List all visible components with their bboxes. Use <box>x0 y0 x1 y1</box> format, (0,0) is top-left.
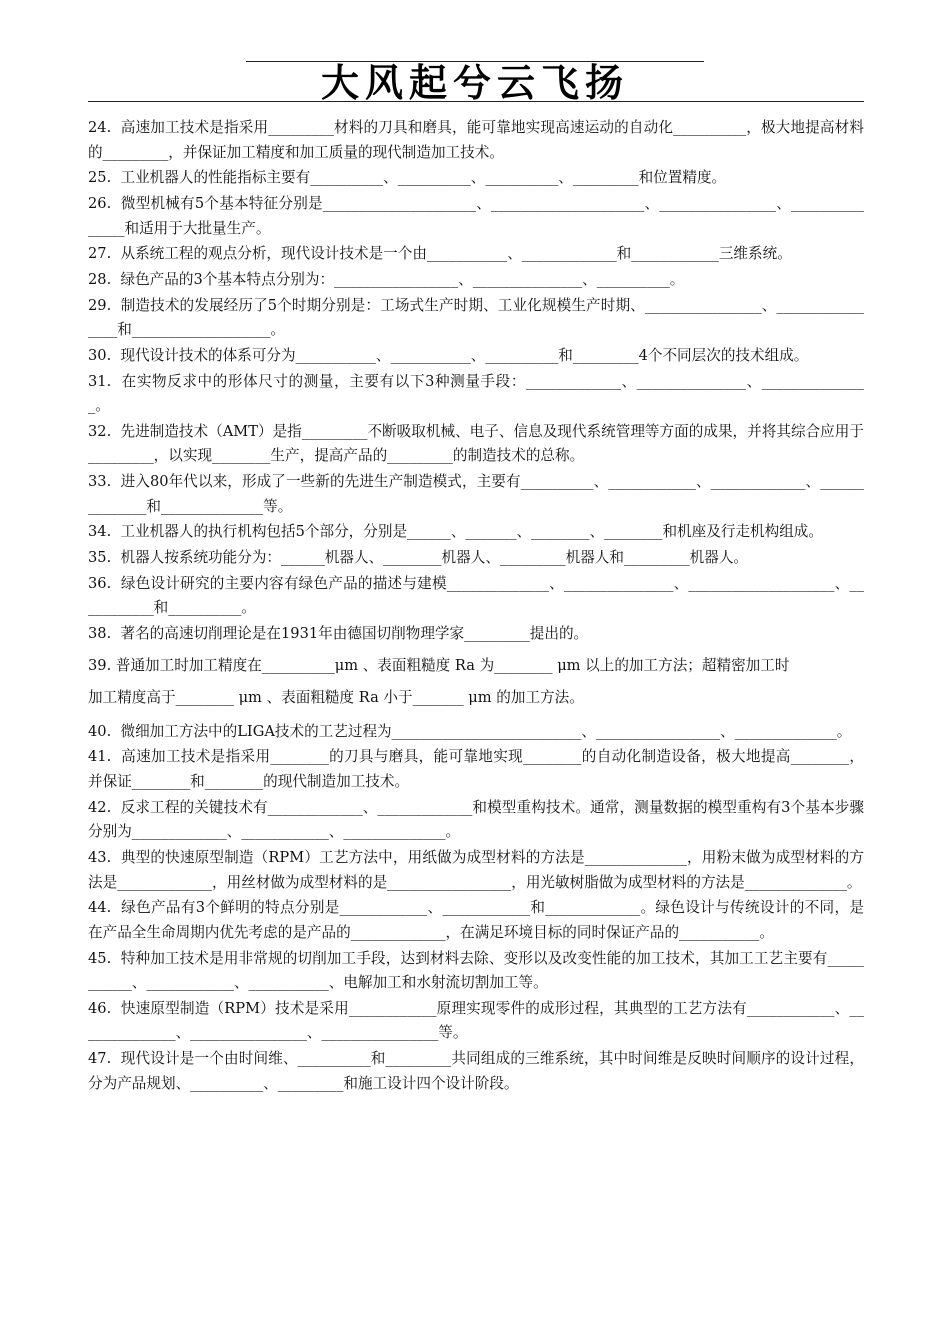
page-header <box>0 0 950 104</box>
question-38: 38. 著名的高速切削理论是在1931年由德国切削物理学家_________提出的。 <box>88 625 589 643</box>
header-rule-bottom <box>88 101 864 102</box>
question-42: 42. 反求工程的关键技术有_____________、_____________和模型重构技术。通常，测量数据的模型重构有3个基本步骤分别为_____________、____________、______________。 <box>88 798 864 841</box>
question-28: 28. 绿色产品的3个基本特点分别为：_________________、_______________、__________。 <box>88 270 685 288</box>
question-34: 34. 工业机器人的执行机构包括5个部分，分别是______、_______、________、________和机座及行走机构组成。 <box>88 523 823 541</box>
question-39-line-1: 39. 普通加工时加工精度在__________μm 、表面粗糙度 Ra 为________ μm 以上的加工方法；超精密加工时 <box>88 656 790 674</box>
question-40: 40. 微细加工方法中的LIGA技术的工艺过程为__________________________、_________________、______________。 <box>88 722 852 740</box>
question-43: 43. 典型的快速原型制造（RPM）工艺方法中，用纸做为成型材料的方法是______________，用粉末做为成型材料的方法是_____________，用丝材做为成型材料的是_________________，用光敏树脂做为成型材料的方法是______________。 <box>88 848 864 891</box>
question-47: 47. 现代设计是一个由时间维、__________和_________共同组成的三维系统，其中时间维是反映时间顺序的设计过程，分为产品规划、__________、_________和施工设计四个设计阶段。 <box>88 1050 864 1092</box>
question-31: 31. 在实物反求中的形体尺寸的测量，主要有以下3种测量手段：_____________、_______________、_______________。 <box>88 372 864 415</box>
question-list <box>88 116 864 1097</box>
question-41: 41. 高速加工技术是指采用________的刀具与磨具，能可靠地实现________的自动化制造设备，极大地提高________，并保证________和________的现代制造加工技术。 <box>88 748 864 790</box>
question-24: 24. 高速加工技术是指采用_________材料的刀具和磨具，能可靠地实现高速运动的自动化__________，极大地提高材料的_________，并保证加工精度和加工质量的现代制造加工技术。 <box>88 119 864 161</box>
question-32: 32. 先进制造技术（AMT）是指_________不断吸取机械、电子、信息及现代系统管理等方面的成果，并将其综合应用于_________，以实现________生产，提高产品的_________的制造技术的总称。 <box>88 422 864 465</box>
question-36: 36. 绿色设计研究的主要内容有绿色产品的描述与建模______________、_______________、____________________、___________和__________。 <box>88 574 864 617</box>
question-33: 33. 进入80年代以来，形成了一些新的先进生产制造模式，主要有__________、____________、_____________、______________和______________等。 <box>88 473 864 515</box>
question-26: 26. 微型机械有5个基本特征分别是_____________________、_____________________、________________、_______________和适用于大批量生产。 <box>88 194 864 237</box>
question-30: 30. 现代设计技术的体系可分为___________、___________、__________和_________4个不同层次的技术组成。 <box>88 346 809 364</box>
question-25: 25. 工业机器人的性能指标主要有__________、__________、__________、_________和位置精度。 <box>88 169 727 187</box>
question-27: 27. 从系统工程的观点分析，现代设计技术是一个由___________、_____________和____________三维系统。 <box>88 245 792 263</box>
question-39-line-2: 加工精度高于________ μm 、表面粗糙度 Ra 小于_______ μm 的加工方法。 <box>88 688 584 706</box>
question-35: 35. 机器人按系统功能分为：______机器人、________机器人、_________机器人和_________机器人。 <box>88 549 749 567</box>
banner-title: 大风起兮云飞扬 <box>320 61 629 105</box>
question-46: 46. 快速原型制造（RPM）技术是采用____________原理实现零件的成形过程，其典型的工艺方法有____________、______________、________________、________________等。 <box>88 999 864 1042</box>
question-45: 45. 特种加工技术是用非常规的切削加工手段，达到材料去除、变形以及改变性能的加工技术，其加工工艺主要有___________、____________、___________、电解加工和水射流切割加工等。 <box>88 949 864 992</box>
question-29: 29. 制造技术的发展经历了5个时期分别是：工场式生产时期、工业化规模生产时期、________________、________________和___________________。 <box>88 296 864 339</box>
question-44: 44. 绿色产品有3个鲜明的特点分别是____________、____________和_____________。绿色设计与传统设计的不同，是在产品全生命周期内优先考虑的是产品的_____________，在满足环境目标的同时保证产品的___________。 <box>88 899 864 941</box>
